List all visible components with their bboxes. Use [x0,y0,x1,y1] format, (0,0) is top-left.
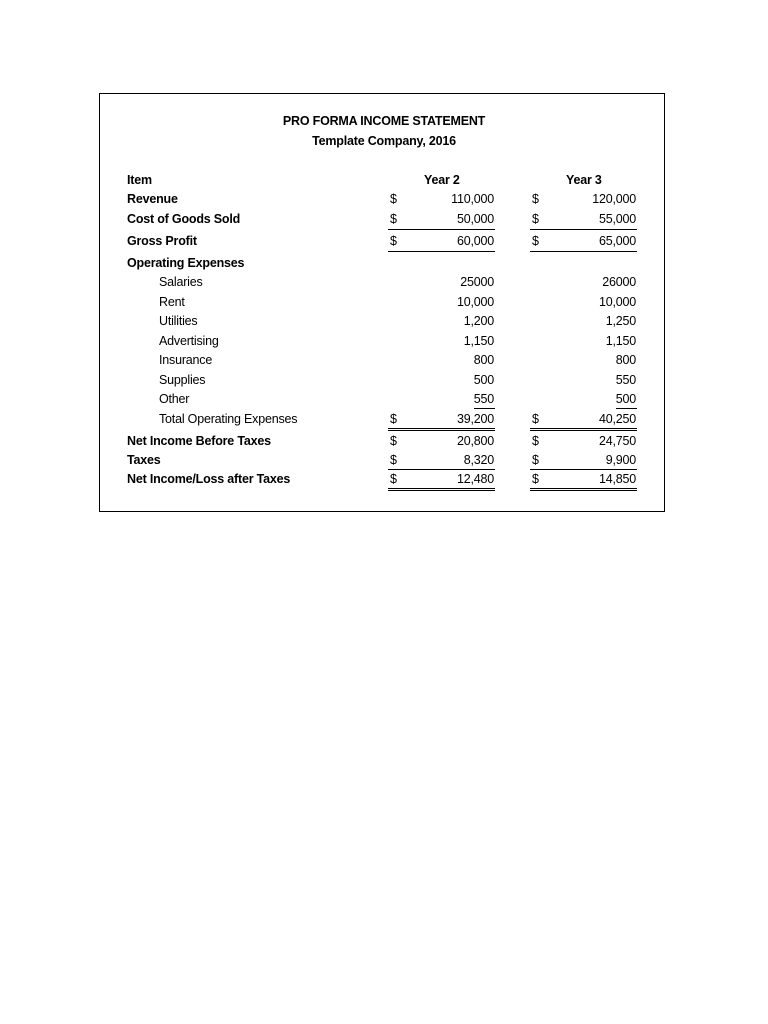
row-operating-expenses-heading [0,256,768,274]
header-year2-label: Year 2 [424,173,460,187]
row-label: Gross Profit [127,234,197,248]
row-label: Salaries [159,275,203,289]
year3-value: 800 [615,353,636,367]
subtotal-rule [530,229,637,230]
currency-symbol: $ [390,192,397,206]
row-label: Total Operating Expenses [159,412,298,426]
year2-value: 60,000 [456,234,494,248]
section-heading: Operating Expenses [127,256,245,270]
row-label: Net Income/Loss after Taxes [127,472,291,486]
year2-value: 12,480 [456,472,494,486]
year3-value: 24,750 [598,434,636,448]
row-salaries [0,275,768,293]
grand-total-double-rule [388,488,495,491]
year3-value: 10,000 [598,295,636,309]
row-label: Taxes [127,453,161,467]
row-label: Revenue [127,192,178,206]
subtotal-rule [388,469,495,470]
header-year3-label: Year 3 [566,173,602,187]
row-label: Other [159,392,190,406]
year2-value: 550 [473,392,494,406]
year3-value: 40,250 [598,412,636,426]
currency-symbol: $ [532,234,539,248]
subtotal-rule [616,408,637,409]
row-cost-of-goods-sold [0,212,768,230]
subtotal-rule [530,469,637,470]
row-net-income-before-taxes [0,434,768,452]
row-revenue [0,192,768,210]
row-label: Utilities [159,314,198,328]
currency-symbol: $ [532,192,539,206]
total-double-rule [530,428,637,431]
row-label: Advertising [159,334,219,348]
year3-value: 1,250 [605,314,636,328]
year2-value: 1,150 [463,334,494,348]
header-item-label: Item [127,173,152,187]
row-taxes [0,453,768,471]
row-total-operating-expenses [0,412,768,430]
year3-value: 550 [615,373,636,387]
row-advertising [0,334,768,352]
row-insurance [0,353,768,371]
year3-value: 1,150 [605,334,636,348]
grand-total-double-rule [530,488,637,491]
currency-symbol: $ [532,212,539,226]
currency-symbol: $ [390,412,397,426]
row-other [0,392,768,410]
year2-value: 25000 [460,275,494,289]
statement-subtitle: Template Company, 2016 [312,134,456,148]
year3-value: 9,900 [605,453,636,467]
subtotal-rule [474,408,495,409]
total-double-rule [388,428,495,431]
currency-symbol: $ [390,234,397,248]
statement-title: PRO FORMA INCOME STATEMENT [282,114,486,128]
row-gross-profit [0,234,768,252]
currency-symbol: $ [390,212,397,226]
row-label: Rent [159,295,185,309]
row-label: Net Income Before Taxes [127,434,271,448]
row-utilities [0,314,768,332]
year3-value: 55,000 [598,212,636,226]
year2-value: 800 [473,353,494,367]
currency-symbol: $ [532,453,539,467]
currency-symbol: $ [532,472,539,486]
year3-value: 500 [615,392,636,406]
header-row [0,173,768,191]
row-label: Cost of Goods Sold [127,212,241,226]
row-label: Insurance [159,353,213,367]
year3-value: 14,850 [598,472,636,486]
currency-symbol: $ [390,434,397,448]
row-net-income-after-taxes [0,472,768,490]
subtotal-rule [388,229,495,230]
year3-value: 120,000 [592,192,636,206]
row-supplies [0,373,768,391]
subtotal-rule [388,251,495,252]
currency-symbol: $ [390,453,397,467]
row-rent [0,295,768,313]
year2-value: 110,000 [451,192,494,206]
subtotal-rule [530,251,637,252]
year2-value: 500 [473,373,494,387]
year3-value: 26000 [602,275,636,289]
currency-symbol: $ [532,412,539,426]
year2-value: 8,320 [463,453,494,467]
year3-value: 65,000 [598,234,636,248]
year2-value: 1,200 [463,314,494,328]
currency-symbol: $ [532,434,539,448]
year2-value: 20,800 [456,434,494,448]
currency-symbol: $ [390,472,397,486]
year2-value: 50,000 [456,212,494,226]
year2-value: 10,000 [456,295,494,309]
year2-value: 39,200 [456,412,494,426]
row-label: Supplies [159,373,206,387]
